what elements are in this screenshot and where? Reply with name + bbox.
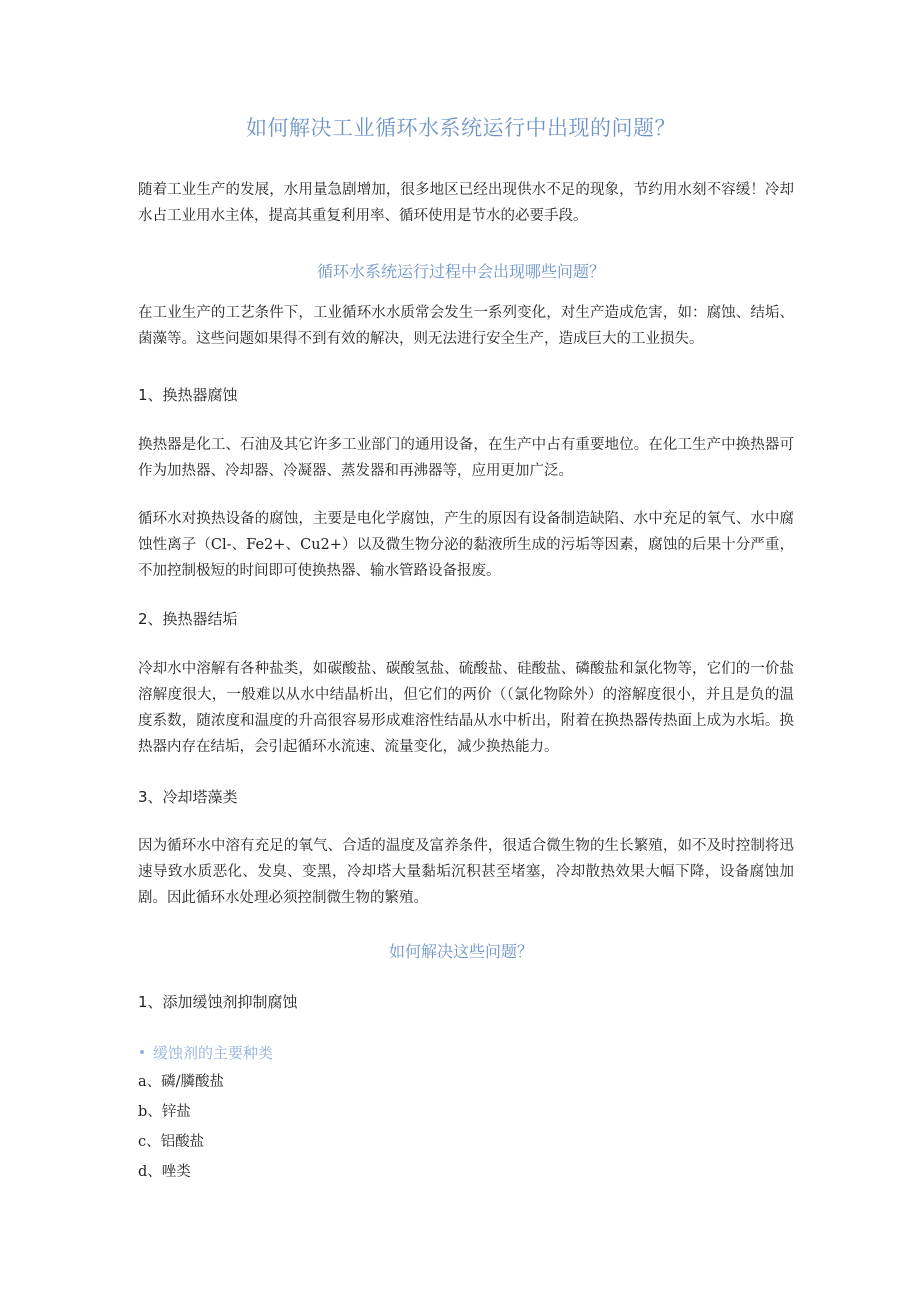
problem-1-paragraph-1: 换热器是化工、石油及其它许多工业部门的通用设备，在生产中占有重要地位。在化工生产中换热器可作为加热器、冷却器、冷凝器、蒸发器和再沸器等，应用更加广泛。 xyxy=(138,437,794,479)
solutions-heading: 如何解决这些问题？ xyxy=(388,942,533,961)
problem-1-paragraph-2: 循环水对换热设备的腐蚀，主要是电化学腐蚀，产生的原因有设备制造缺陷、水中充足的氧气、水中腐蚀性离子（Cl-、Fe2+、Cu2+）以及微生物分泌的黏液所生成的污垢等因素，腐蚀的后果十分严重，不加控制极短的时间即可使换热器、输水管路设备报废。 xyxy=(138,511,794,579)
inhibitor-types-title-text: 缓蚀剂的主要种类 xyxy=(153,1044,274,1062)
list-item: d、唑类 xyxy=(138,1164,191,1180)
problem-3-heading: 3、冷却塔藻类 xyxy=(138,788,238,806)
list-item: b、锌盐 xyxy=(138,1104,191,1120)
list-item: a、磷/膦酸盐 xyxy=(138,1074,225,1090)
list-item: c、铝酸盐 xyxy=(138,1134,205,1150)
page-title: 如何解决工业循环水系统运行中出现的问题？ xyxy=(246,116,676,140)
solution-1-heading: 1、添加缓蚀剂抑制腐蚀 xyxy=(138,993,298,1011)
problems-heading: 循环水系统运行过程中会出现哪些问题？ xyxy=(316,262,605,281)
bullet-icon xyxy=(140,1050,144,1054)
inhibitor-types-title xyxy=(138,1042,273,1063)
intro-paragraph: 随着工业生产的发展，水用量急剧增加，很多地区已经出现供水不足的现象，节约用水刻不容缓！冷却水占工业用水主体，提高其重复利用率、循环使用是节水的必要手段。 xyxy=(138,182,794,224)
problem-3-paragraph-1: 因为循环水中溶有充足的氧气、合适的温度及富养条件，很适合微生物的生长繁殖，如不及时控制将迅速导致水质恶化、发臭、变黑，冷却塔大量黏垢沉积甚至堵塞，冷却散热效果大幅下降，设备腐蚀加剧。因此循环水处理必须控制微生物的繁殖。 xyxy=(138,838,794,906)
problem-2-paragraph-1: 冷却水中溶解有各种盐类，如碳酸盐、碳酸氢盐、硫酸盐、硅酸盐、磷酸盐和氯化物等，它们的一价盐溶解度很大，一般难以从水中结晶析出，但它们的两价（（氯化物除外）的溶解度很小，并且是负的温度系数，随浓度和温度的升高很容易形成难溶性结晶从水中析出，附着在换热器传热面上成为水垢。换热器内存在结垢，会引起循环水流速、流量变化，减少换热能力。 xyxy=(138,661,794,755)
problem-2-heading: 2、换热器结垢 xyxy=(138,610,238,628)
problem-1-heading: 1、换热器腐蚀 xyxy=(138,386,238,404)
problems-intro-paragraph: 在工业生产的工艺条件下，工业循环水水质常会发生一系列变化，对生产造成危害，如：腐蚀、结垢、菌藻等。这些问题如果得不到有效的解决，则无法进行安全生产，造成巨大的工业损失。 xyxy=(138,305,794,347)
